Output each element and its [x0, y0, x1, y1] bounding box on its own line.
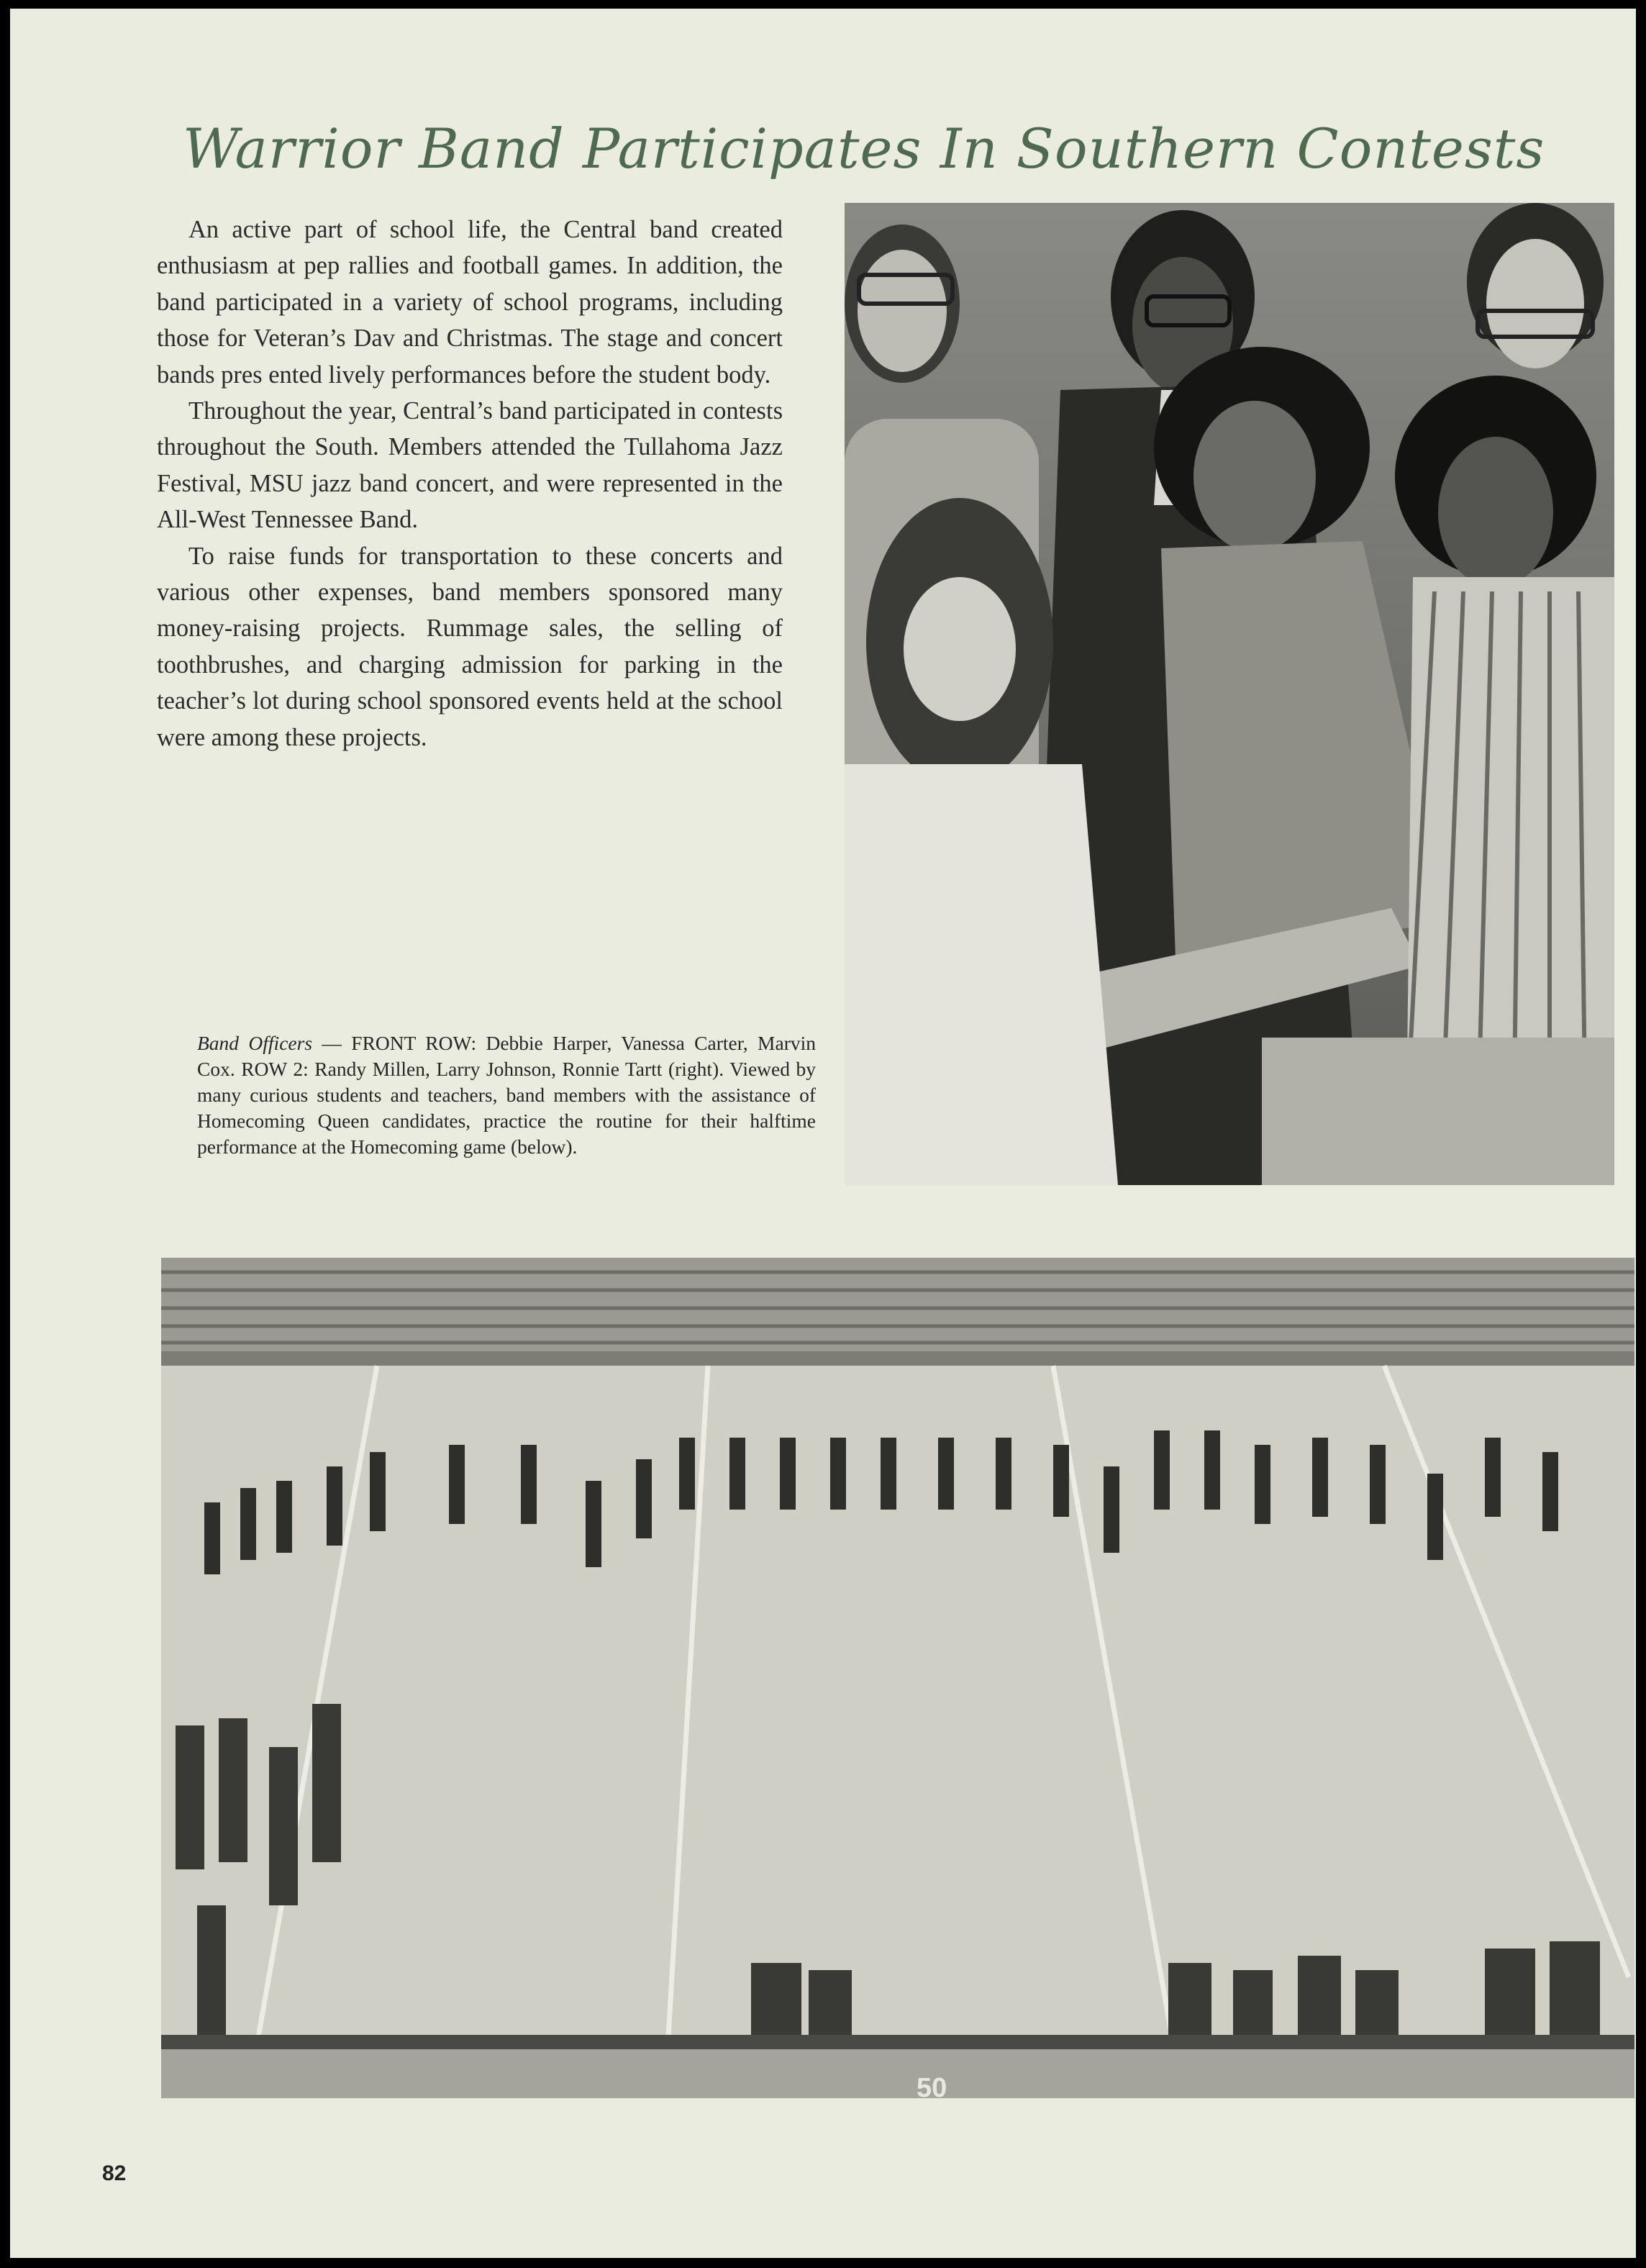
- photo-caption: [197, 1030, 816, 1160]
- yearbook-page: [10, 9, 1636, 2258]
- paragraph-3: To raise funds for transportation to these concerts and various other expenses, band members sponsored many money-raising projects. Rummage sales, the selling of toothbrushes, and charging admission for parking in the teacher’s lot during school sponsored events held at the school were among these projects.: [157, 542, 783, 751]
- paragraph-1: An active part of school life, the Central band created enthusiasm at pep rallies and football games. In addition, the band participated in a variety of school programs, including those for Veteran’s Dav and Christmas. The stage and concert bands pres ented lively performances before the student body.: [157, 216, 783, 389]
- paragraph-2: Throughout the year, Central’s band participated in contests throughout the South. Members attended the Tullahoma Jazz Festival, MSU jazz band concert, and were represented in the All-West Tennessee Band.: [157, 397, 783, 534]
- caption-text: — FRONT ROW: Debbie Harper, Vanessa Carter, Marvin Cox. ROW 2: Randy Millen, Larry Johnson, Ronnie Tartt (right). Viewed by many curious students and teachers, band members with the assistance of Homecoming Queen candidates, practice the routine for their halftime performance at the Homecoming game (below).: [197, 1032, 816, 1158]
- page-number: 82: [102, 2162, 127, 2185]
- article-body: [157, 212, 783, 756]
- page-title: Warrior Band Participates In Southern Contests: [183, 117, 1545, 181]
- band-officers-photo: [845, 203, 1614, 1185]
- yard-marker-text: 50: [917, 2073, 947, 2098]
- band-practice-field-photo: [161, 1258, 1634, 2098]
- caption-lead: Band Officers: [197, 1032, 313, 1054]
